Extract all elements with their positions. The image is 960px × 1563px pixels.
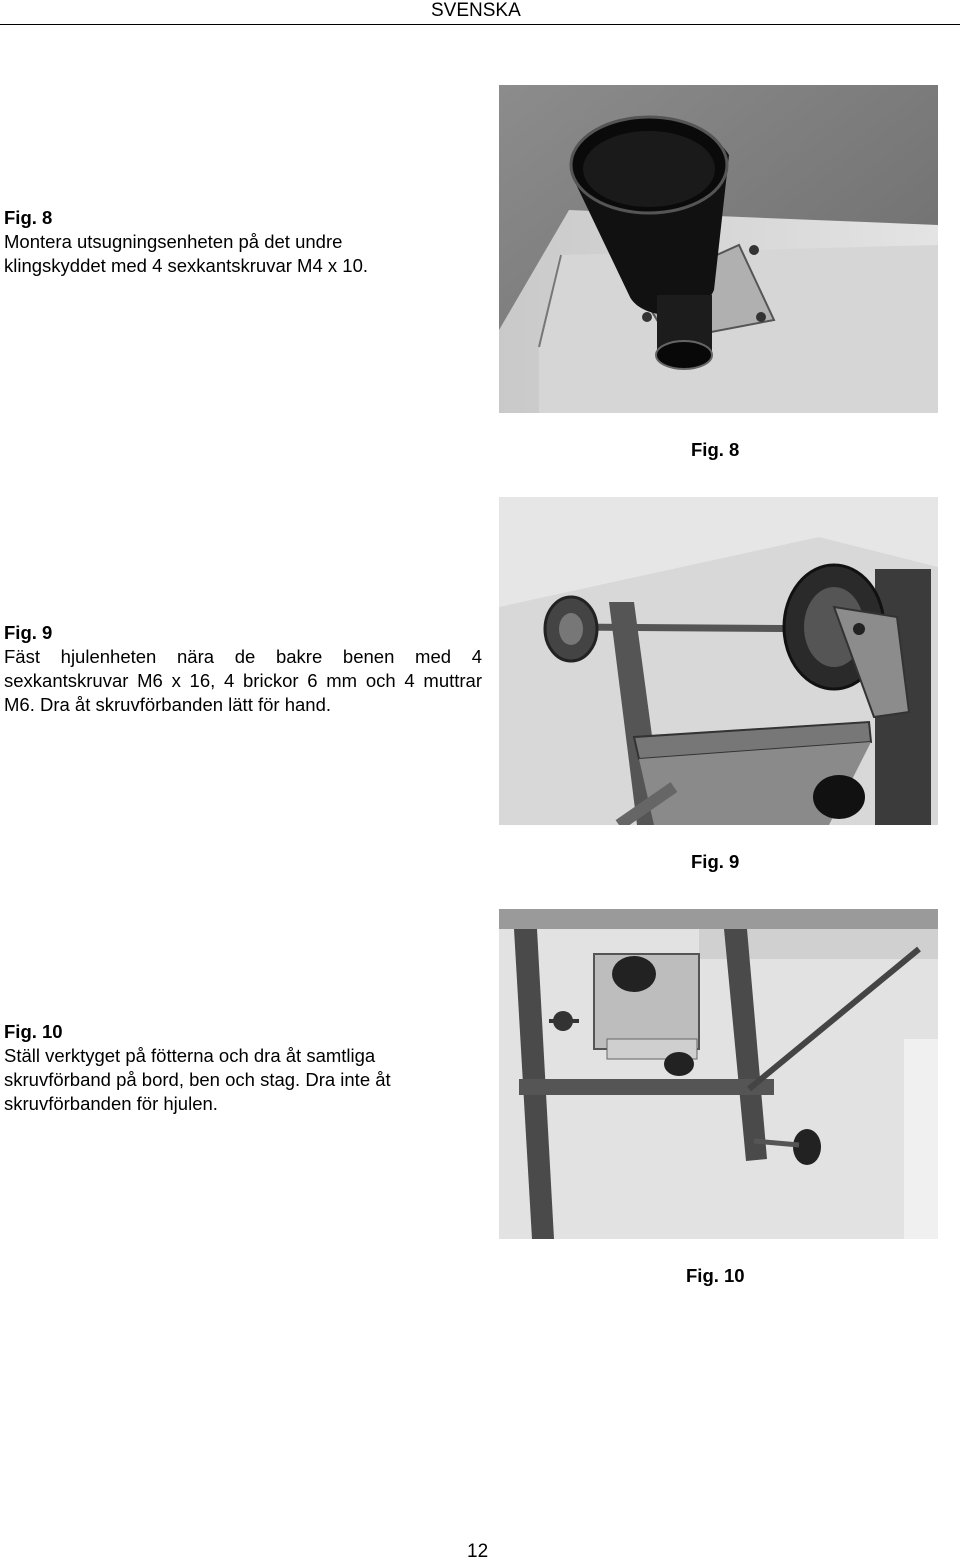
- fig9-text: Fäst hjulenheten nära de bakre benen med 4 sexkantskruvar M6 x 16, 4 brickor 6 mm och 4 muttrar M6. Dra åt skruvförbanden lätt för hand.: [4, 646, 482, 715]
- fig8-caption: [4, 206, 424, 278]
- fig10-caption: [4, 1020, 484, 1116]
- fig9-title: Fig. 9: [4, 622, 53, 643]
- fig8-label: Fig. 8: [691, 439, 740, 460]
- fig8-title: Fig. 8: [4, 207, 53, 228]
- fig9-label: Fig. 9: [691, 851, 740, 872]
- language-label: SVENSKA: [431, 0, 521, 21]
- fig10-photo: [499, 909, 938, 1239]
- fig8-photo: [499, 85, 938, 413]
- fig9-photo: [499, 497, 938, 825]
- fig10-label: Fig. 10: [686, 1265, 745, 1286]
- page-number: 12: [467, 1541, 489, 1562]
- fig9-caption: [4, 621, 482, 717]
- page-header: [0, 0, 960, 25]
- fig8-text: Montera utsugningsenheten på det undre klingskyddet med 4 sexkantskruvar M4 x 10.: [4, 231, 368, 276]
- fig10-text: Ställ verktyget på fötterna och dra åt samtliga skruvförband på bord, ben och stag. Dra inte åt skruvförbanden för hjulen.: [4, 1045, 391, 1114]
- fig10-title: Fig. 10: [4, 1021, 63, 1042]
